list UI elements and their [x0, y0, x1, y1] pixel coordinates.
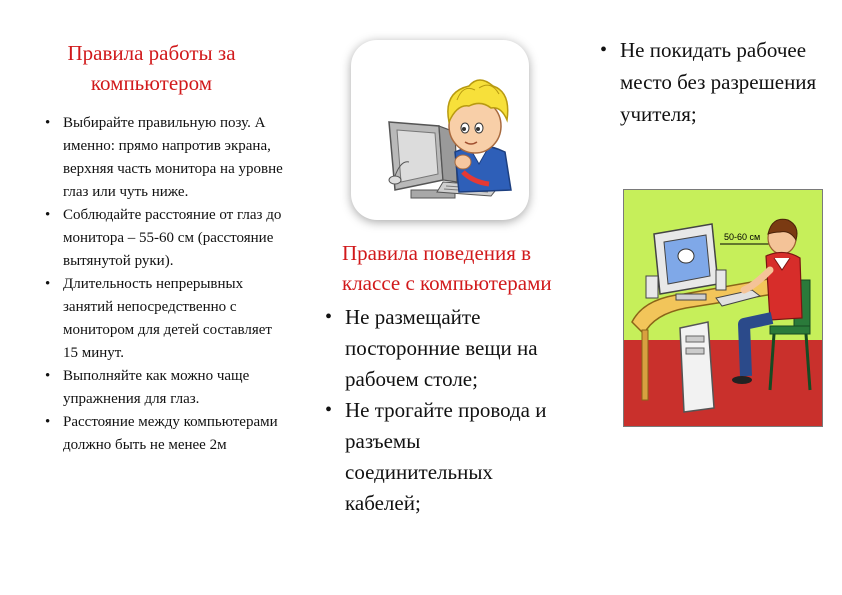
child-at-desk-illustration	[623, 189, 823, 427]
list-item: • Выбирайте правильную позу. А именно: прямо напротив экрана, верхняя часть монитора на уровне глаз или чуть ниже.	[44, 112, 284, 204]
distance-label: 50-60 см	[724, 232, 761, 242]
behavior-rules-title: Правила поведения в классе с компьютерами	[342, 241, 552, 295]
list-item: • Расстояние между компьютерами должно быть не менее 2м	[44, 411, 284, 457]
work-rules-title: Правила работы за компьютером	[67, 41, 236, 95]
behavior-rules-list	[325, 302, 555, 519]
list-item: • Выполняйте как можно чаще упражнения для глаз.	[44, 365, 284, 411]
list-item: • Длительность непрерывных занятий непосредственно с монитором для детей составляет 15 минут.	[44, 273, 284, 365]
list-item: • Не размещайте посторонние вещи на рабочем столе;	[325, 302, 555, 395]
work-rules-list	[44, 112, 284, 457]
list-item: • Не покидать рабочее место без разрешения учителя;	[600, 34, 820, 130]
behavior-rules-list-continued	[600, 34, 820, 130]
boy-at-computer-illustration	[351, 40, 529, 220]
list-item: • Не трогайте провода и разъемы соединительных кабелей;	[325, 395, 555, 519]
left-column	[44, 38, 284, 457]
middle-column	[325, 238, 555, 519]
right-column	[600, 34, 820, 130]
boy-computer-image	[351, 40, 529, 220]
list-item: • Соблюдайте расстояние от глаз до монитора – 55-60 см (расстояние вытянутой руки).	[44, 204, 284, 273]
desk-scene-image	[624, 190, 822, 426]
